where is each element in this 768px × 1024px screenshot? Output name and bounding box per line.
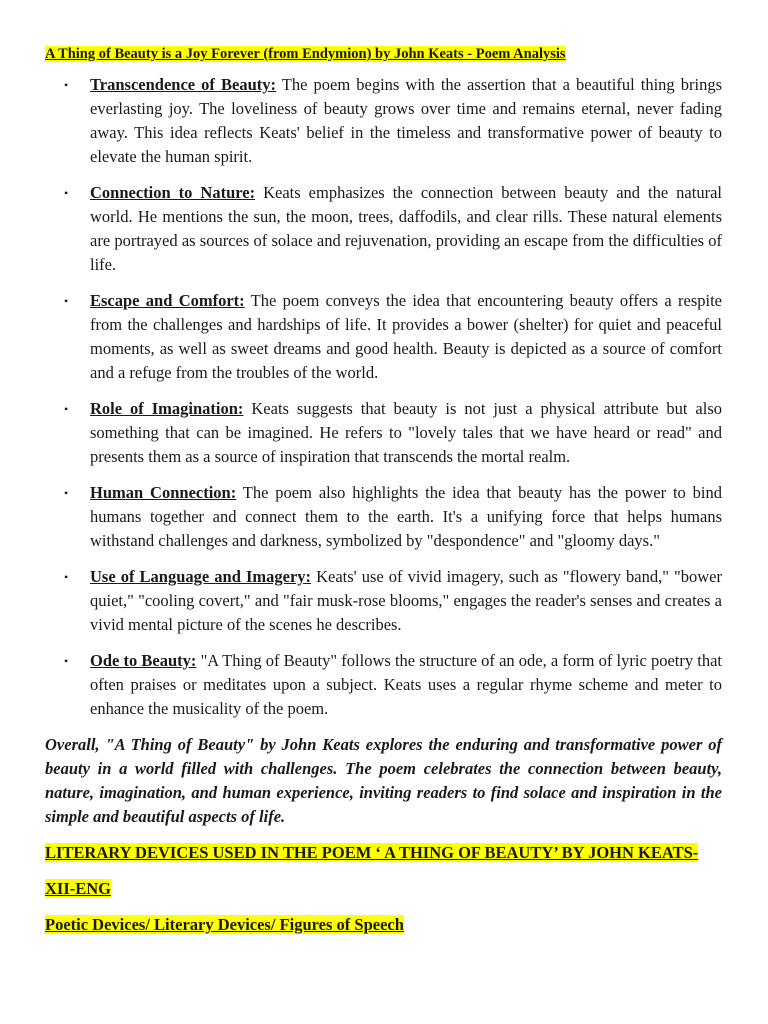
point-term: Connection to Nature: (90, 183, 256, 202)
point-text: The poem also highlights the idea that beauty has the power to bind humans together and connect them to the earth. It's a unifying force that helps humans withstand challenges and darkness, symbolized by "despondence" and "gloomy days." (90, 483, 722, 550)
bullet-icon: • (64, 186, 69, 200)
bullet-icon: • (64, 294, 69, 308)
list-item (45, 397, 722, 469)
point-term: Escape and Comfort: (90, 291, 245, 310)
list-item (45, 481, 722, 553)
bullet-icon: • (64, 402, 69, 416)
literary-devices-heading (45, 841, 722, 865)
point-text: The poem begins with the assertion that a beautiful thing brings everlasting joy. The loveliness of beauty grows over time and remains eternal, never fading away. This idea reflects Keats' belief in the timeless and transformative power of beauty to elevate the human spirit. (90, 75, 722, 166)
point-text: "A Thing of Beauty" follows the structure of an ode, a form of lyric poetry that often praises or meditates upon a subject. Keats uses a regular rhyme scheme and meter to enhance the musicality of the poem. (90, 651, 722, 718)
point-term: Role of Imagination: (90, 399, 244, 418)
document-title (45, 44, 722, 64)
literary-devices-heading-text: LITERARY DEVICES USED IN THE POEM ‘ A THING OF BEAUTY’ BY JOHN KEATS- (45, 843, 699, 862)
point-text: The poem conveys the idea that encountering beauty offers a respite from the challenges and hardships of life. It provides a bower (shelter) for quiet and peaceful moments, as well as sweet dreams and good health. Beauty is depicted as a source of comfort and a refuge from the troubles of the world. (90, 291, 722, 382)
class-heading (45, 877, 722, 901)
point-term: Transcendence of Beauty: (90, 75, 276, 94)
bullet-icon: • (64, 78, 69, 92)
bullet-icon: • (64, 486, 69, 500)
summary-paragraph: Overall, "A Thing of Beauty" by John Keats explores the enduring and transformative power of beauty in a world filled with challenges. The poem celebrates the connection between beauty, nature, imagination, and human experience, inviting readers to find solace and inspiration in the simple and beautiful aspects of life. (45, 735, 722, 826)
list-item (45, 73, 722, 169)
document-page (45, 44, 722, 949)
figures-heading-text: Poetic Devices/ Literary Devices/ Figures of Speech (45, 915, 404, 934)
figures-heading (45, 913, 722, 937)
list-item (45, 565, 722, 637)
class-heading-text: XII-ENG (45, 879, 112, 898)
document-title-text: A Thing of Beauty is a Joy Forever (from Endymion) by John Keats - Poem Analysis (45, 46, 566, 62)
list-item (45, 181, 722, 277)
analysis-list (45, 73, 722, 721)
list-item (45, 649, 722, 721)
bullet-icon: • (64, 570, 69, 584)
point-text: Keats' use of vivid imagery, such as "flowery band," "bower quiet," "cooling covert," and "fair musk-rose blooms," engages the reader's senses and creates a vivid mental picture of the scenes he describes. (90, 567, 722, 634)
point-term: Use of Language and Imagery: (90, 567, 312, 586)
list-item (45, 289, 722, 385)
point-text: Keats emphasizes the connection between beauty and the natural world. He mentions the sun, the moon, trees, daffodils, and clear rills. These natural elements are portrayed as sources of solace and rejuvenation, providing an escape from the difficulties of life. (90, 183, 722, 274)
point-term: Ode to Beauty: (90, 651, 197, 670)
point-text: Keats suggests that beauty is not just a physical attribute but also something that can be imagined. He refers to "lovely tales that we have heard or read" and presents them as a source of inspiration that transcends the mortal realm. (90, 399, 723, 466)
bullet-icon: • (64, 654, 69, 668)
point-term: Human Connection: (90, 483, 237, 502)
